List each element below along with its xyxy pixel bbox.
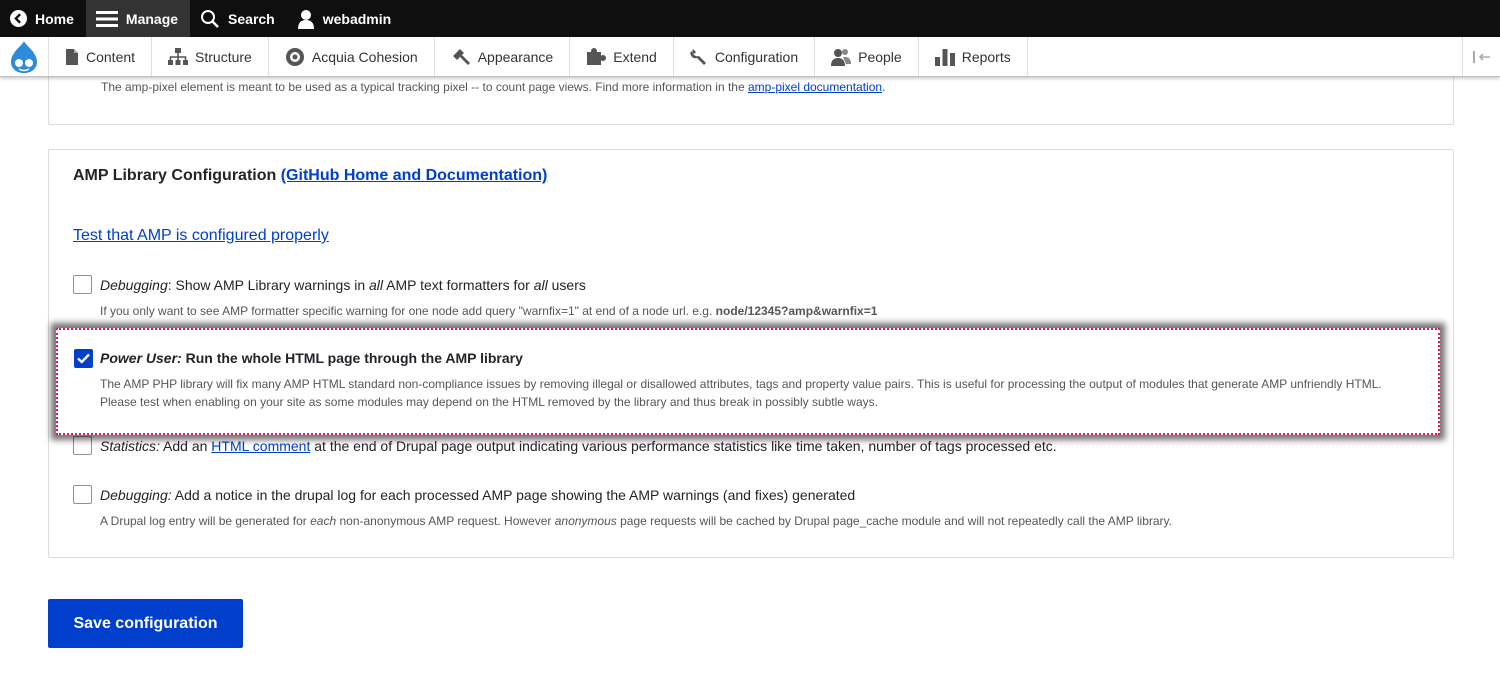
- debugging-log-description: [100, 512, 1172, 530]
- debugging-log-desc-em2: anonymous: [554, 514, 617, 528]
- power-user-checkbox[interactable]: [74, 349, 93, 368]
- toolbar-search[interactable]: [190, 0, 287, 37]
- menu-label-configuration: Configuration: [714, 48, 799, 65]
- amp-pixel-description-end: .: [882, 80, 886, 94]
- menu-label-extend: Extend: [613, 48, 657, 65]
- debugging-log-em: Debugging:: [100, 487, 172, 503]
- github-docs-link[interactable]: (GitHub Home and Documentation): [280, 167, 548, 184]
- toolbar-home[interactable]: [0, 0, 86, 37]
- admin-menu: [0, 37, 1500, 77]
- power-user-text: Run the whole HTML page through the AMP library: [181, 350, 523, 366]
- menu-item-structure[interactable]: [152, 37, 269, 76]
- debugging-warnings-desc-text: If you only want to see AMP formatter specific warning for one node add query "warnfix=1" at end of a node url. e.g.: [100, 304, 716, 318]
- menu-label-people: People: [858, 48, 902, 65]
- menu-item-content[interactable]: [49, 37, 152, 76]
- search-icon: [200, 9, 220, 29]
- druplicon-icon: [9, 40, 39, 74]
- statistics-label: [100, 438, 1057, 454]
- toolbar-manage-label: Manage: [125, 10, 179, 27]
- user-icon: [297, 9, 315, 29]
- debugging-log-desc-em1: each: [310, 514, 337, 528]
- cohesion-icon: [285, 47, 305, 67]
- hamburger-icon: [96, 10, 118, 28]
- structure-icon: [168, 48, 188, 66]
- debugging-log-desc-b: non-anonymous AMP request. However: [336, 514, 555, 528]
- debugging-warnings-em2: all: [369, 277, 384, 293]
- reports-icon: [935, 48, 955, 66]
- people-icon: [831, 48, 851, 66]
- menu-label-structure: Structure: [195, 48, 252, 65]
- drupal-logo[interactable]: [0, 37, 49, 76]
- debugging-warnings-desc-strong: node/12345?amp&warnfix=1: [715, 304, 878, 318]
- debugging-log-desc-c: page requests will be cached by Drupal page_cache module and will not repeatedly call the AMP library.: [616, 514, 1172, 528]
- menu-item-configuration[interactable]: [674, 37, 815, 76]
- save-configuration-button[interactable]: Save configuration: [48, 599, 243, 648]
- toolbar-user-label: webadmin: [322, 10, 392, 27]
- appearance-icon: [451, 48, 471, 66]
- collapse-menu-button[interactable]: [1462, 37, 1500, 76]
- menu-label-reports: Reports: [961, 48, 1011, 65]
- debugging-warnings-text-c: users: [547, 277, 586, 293]
- wrench-icon: [690, 48, 708, 66]
- statistics-checkbox[interactable]: [73, 436, 92, 455]
- toolbar-manage[interactable]: [86, 0, 190, 37]
- amp-pixel-docs-link[interactable]: amp-pixel documentation: [747, 80, 883, 94]
- debugging-warnings-description: [100, 302, 877, 320]
- debugging-log-desc-a: A Drupal log entry will be generated for: [100, 514, 311, 528]
- checkmark-icon: [77, 353, 90, 364]
- amp-pixel-description: [101, 80, 885, 94]
- debugging-warnings-text-b: AMP text formatters for: [383, 277, 534, 293]
- menu-label-content: Content: [86, 48, 136, 65]
- amp-library-legend-text: AMP Library Configuration: [73, 167, 277, 184]
- debugging-warnings-label: [100, 277, 586, 293]
- debugging-log-label: [100, 487, 855, 503]
- menu-item-extend[interactable]: [570, 37, 674, 76]
- menu-item-appearance[interactable]: [435, 37, 571, 76]
- extend-icon: [586, 48, 606, 66]
- debugging-log-text-a: Add a notice in the drupal log for each processed AMP page showing the AMP warnings (and fixes) generated: [171, 487, 856, 503]
- debugging-warnings-em3: all: [533, 277, 548, 293]
- power-user-description: The AMP PHP library will fix many AMP HTML standard non-compliance issues by removing illegal or disallowed attributes, tags and property value pairs. This is useful for processing the output of modules that generate AMP unfriendly HTML. Please test when enabling on your site as some modules may depend on the HTML removed by the library and thus break in possibly subtle ways.: [100, 377, 1382, 409]
- menu-spacer: [1028, 37, 1462, 76]
- toolbar-home-label: Home: [35, 10, 74, 27]
- debugging-warnings-checkbox[interactable]: [73, 275, 92, 294]
- statistics-text-a: Add an: [159, 438, 212, 454]
- menu-item-reports[interactable]: [919, 37, 1028, 76]
- power-user-em: Power User:: [100, 350, 182, 366]
- menu-label-appearance: Appearance: [477, 48, 554, 65]
- toolbar-user[interactable]: [287, 0, 403, 37]
- collapse-icon: [1472, 50, 1492, 64]
- back-arrow-icon: [10, 10, 27, 27]
- statistics-em: Statistics:: [100, 438, 160, 454]
- statistics-text-b: at the end of Drupal page output indicating various performance statistics like time taken, number of tags processed etc.: [310, 438, 1057, 454]
- menu-item-people[interactable]: [815, 37, 919, 76]
- amp-pixel-description-text: The amp-pixel element is meant to be used as a typical tracking pixel -- to count page views. Find more information in the: [101, 80, 748, 94]
- test-amp-config-link[interactable]: Test that AMP is configured properly: [73, 227, 329, 244]
- power-user-highlight: [56, 328, 1440, 435]
- debugging-log-checkbox[interactable]: [73, 485, 92, 504]
- power-user-label: [100, 350, 523, 366]
- html-comment-link[interactable]: HTML comment: [211, 438, 311, 454]
- amp-library-legend: [73, 167, 547, 185]
- admin-toolbar: [0, 0, 1500, 37]
- toolbar-search-label: Search: [228, 10, 275, 27]
- menu-item-acquia-cohesion[interactable]: [269, 37, 435, 76]
- debugging-warnings-em: Debugging: [100, 277, 168, 293]
- content-icon: [65, 49, 79, 65]
- menu-label-acquia-cohesion: Acquia Cohesion: [311, 48, 418, 65]
- debugging-warnings-text-a: : Show AMP Library warnings in: [167, 277, 370, 293]
